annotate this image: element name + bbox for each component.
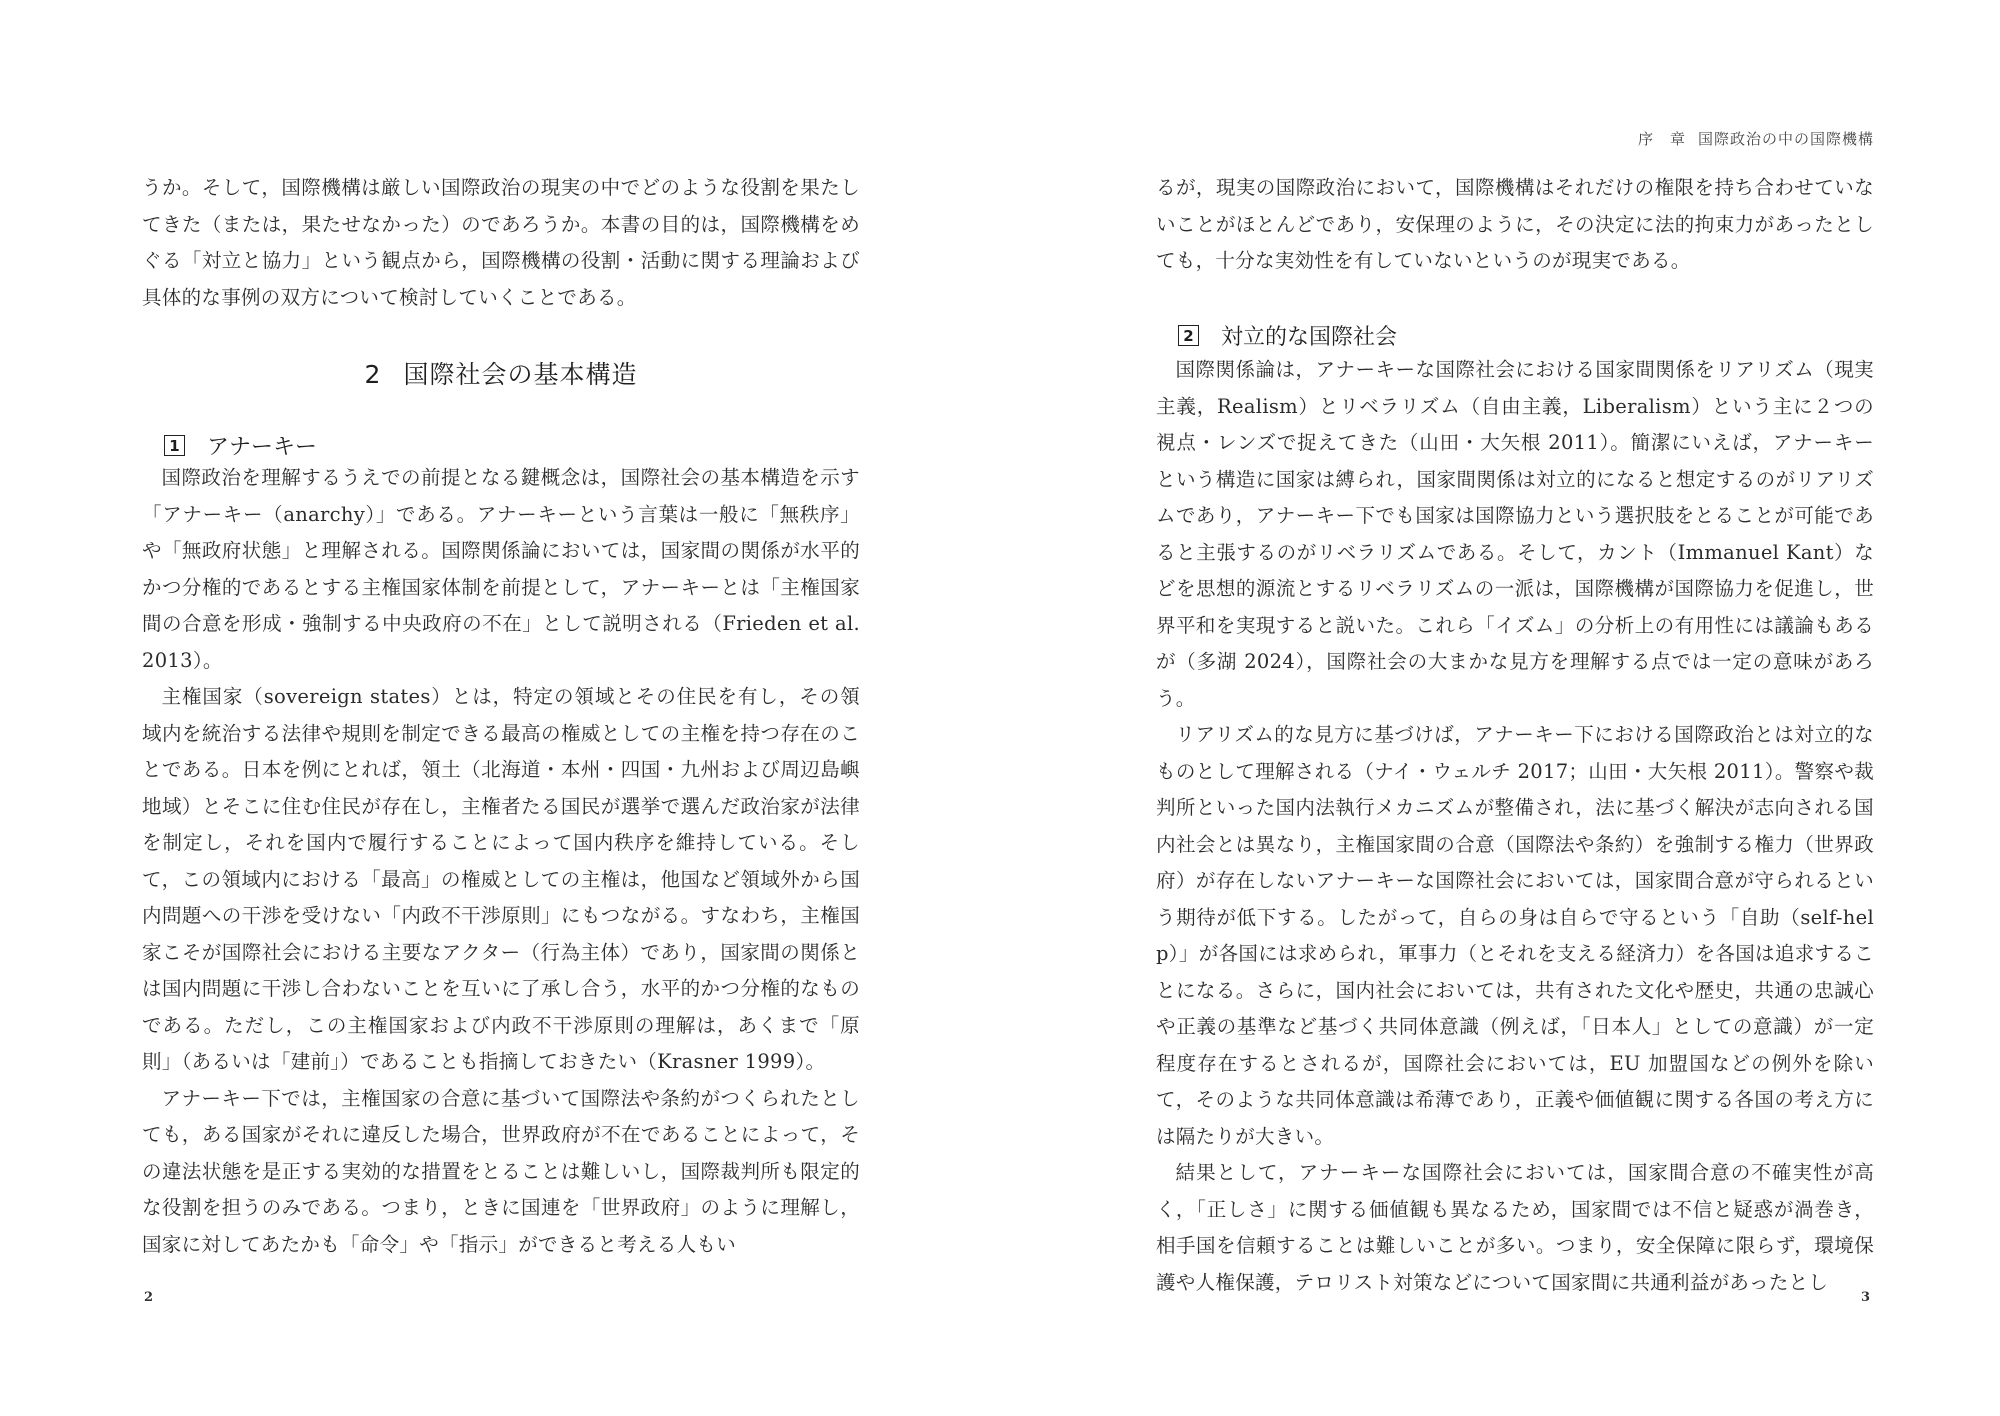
- paragraph: 結果として，アナーキーな国際社会においては，国家間合意の不確実性が高く，「正しさ」に関する価値観も異なるため，国家間では不信と疑惑が渦巻き，相手国を信頼することは難しいことが多い。つまり，安全保障に限らず，環境保護や人権保護，テロリスト対策などについて国家間に共通利益があったとし: [1156, 1161, 1874, 1294]
- section-heading-title: アナーキー: [207, 435, 318, 460]
- paragraph: 主権国家（sovereign states）とは，特定の領域とその住民を有し，その領域内を統治する法律や規則を制定できる最高の権威としての主権を持つ存在のことである。日本を例にとれば，領土（北海道・本州・四国・九州および周辺島嶼地域）とそこに住む住民が存在し，主権者たる国民が選挙で選んだ政治家が法律を制定し，それを国内で履行することによって国内秩序を維持している。そして，この領域内における「最高」の権威としての主権は，他国など領域外から国内問題への干渉を受けない「内政不干渉原則」にもつながる。すなわち，主権国家こそが国際社会における主要なアクター（行為主体）であり，国家間の関係とは国内問題に干渉し合わないことを互いに了承し合う，水平的かつ分権的なものである。ただし，この主権国家および内政不干渉原則の理解は，あくまで「原則」（あるいは「建前」）であることも指摘しておきたい（Krasner 1999）。: [142, 685, 860, 1073]
- paragraph: アナーキー下では，主権国家の合意に基づいて国際法や条約がつくられたとしても，ある国家がそれに違反した場合，世界政府が不在であることによって，その違法状態を是正する実効的な措置をとることは難しいし，国際裁判所も限定的な役割を担うのみである。つまり，ときに国連を「世界政府」のように理解し，国家に対してあたかも「命令」や「指示」ができると考える人もい: [142, 1086, 860, 1256]
- left-body-block: [142, 460, 860, 1263]
- section-heading-title: 対立的な国際社会: [1221, 325, 1398, 350]
- right-intro-block: [1156, 170, 1874, 280]
- left-intro-paragraph: うか。そして，国際機構は厳しい国際政治の現実の中でどのような役割を果たしてきた（または，果たせなかった）のであろうか。本書の目的は，国際機構をめぐる「対立と協力」という観点から，国際機構の役割・活動に関する理論および具体的な事例の双方について検討していくことである。: [142, 176, 860, 309]
- section-number-box: 1: [164, 435, 185, 456]
- paragraph: 国際政治を理解するうえでの前提となる鍵概念は，国際社会の基本構造を示す「アナーキー（anarchy）」である。アナーキーという言葉は一般に「無秩序」や「無政府状態」と理解される。国際関係論においては，国家間の関係が水平的かつ分権的であるとする主権国家体制を前提として，アナーキーとは「主権国家間の合意を形成・強制する中央政府の不在」として説明される（Frieden et al. 2013）。: [142, 466, 860, 672]
- page-number-left: 2: [144, 1290, 154, 1305]
- section-number-box: 2: [1178, 325, 1199, 346]
- right-intro-paragraph: るが，現実の国際政治において，国際機構はそれだけの権限を持ち合わせていないことがほとんどであり，安保理のように，その決定に法的拘束力があったとしても，十分な実効性を有していないというのが現実である。: [1156, 176, 1874, 272]
- chapter-heading-title: 国際社会の基本構造: [403, 360, 638, 389]
- page-number-right: 3: [1860, 1290, 1870, 1305]
- left-intro-block: [142, 170, 860, 316]
- running-head-chapter: 序 章: [1637, 130, 1686, 148]
- running-head-title: 国際政治の中の国際機構: [1697, 130, 1874, 148]
- section-heading-anarchy: [164, 430, 317, 461]
- chapter-heading-number: 2: [364, 360, 382, 389]
- chapter-heading: [142, 355, 860, 391]
- paragraph: リアリズム的な見方に基づけば，アナーキー下における国際政治とは対立的なものとして理解される（ナイ・ウェルチ 2017；山田・大矢根 2011）。警察や裁判所といった国内法執行メカニズムが整備され，法に基づく解決が志向される国内社会とは異なり，主権国家間の合意（国際法や条約）を強制する権力（世界政府）が存在しないアナーキーな国際社会においては，国家間合意が守られるという期待が低下する。したがって，自らの身は自らで守るという「自助（self-help）」が各国には求められ，軍事力（とそれを支える経済力）を各国は追求することになる。さらに，国内社会においては，共有された文化や歴史，共通の忠誠心や正義の基準など基づく共同体意識（例えば，「日本人」としての意識）が一定程度存在するとされるが，国際社会においては，EU 加盟国などの例外を除いて，そのような共同体意識は希薄であり，正義や価値観に関する各国の考え方には隔たりが大きい。: [1156, 723, 1874, 1148]
- running-head: [1638, 128, 1874, 149]
- paragraph: 国際関係論は，アナーキーな国際社会における国家間関係をリアリズム（現実主義，Realism）とリベラリズム（自由主義，Liberalism）という主に２つの視点・レンズで捉えてきた（山田・大矢根 2011）。簡潔にいえば，アナーキーという構造に国家は縛られ，国家間関係は対立的になると想定するのがリアリズムであり，アナーキー下でも国家は国際協力という選択肢をとることが可能であると主張するのがリベラリズムである。そして，カント（Immanuel Kant）などを思想的源流とするリベラリズムの一派は，国際機構が国際協力を促進し，世界平和を実現すると説いた。これら「イズム」の分析上の有用性には議論もあるが（多湖 2024），国際社会の大まかな見方を理解する点では一定の意味があろう。: [1156, 358, 1874, 710]
- right-body-block: [1156, 352, 1874, 1301]
- section-heading-conflict: [1178, 320, 1397, 351]
